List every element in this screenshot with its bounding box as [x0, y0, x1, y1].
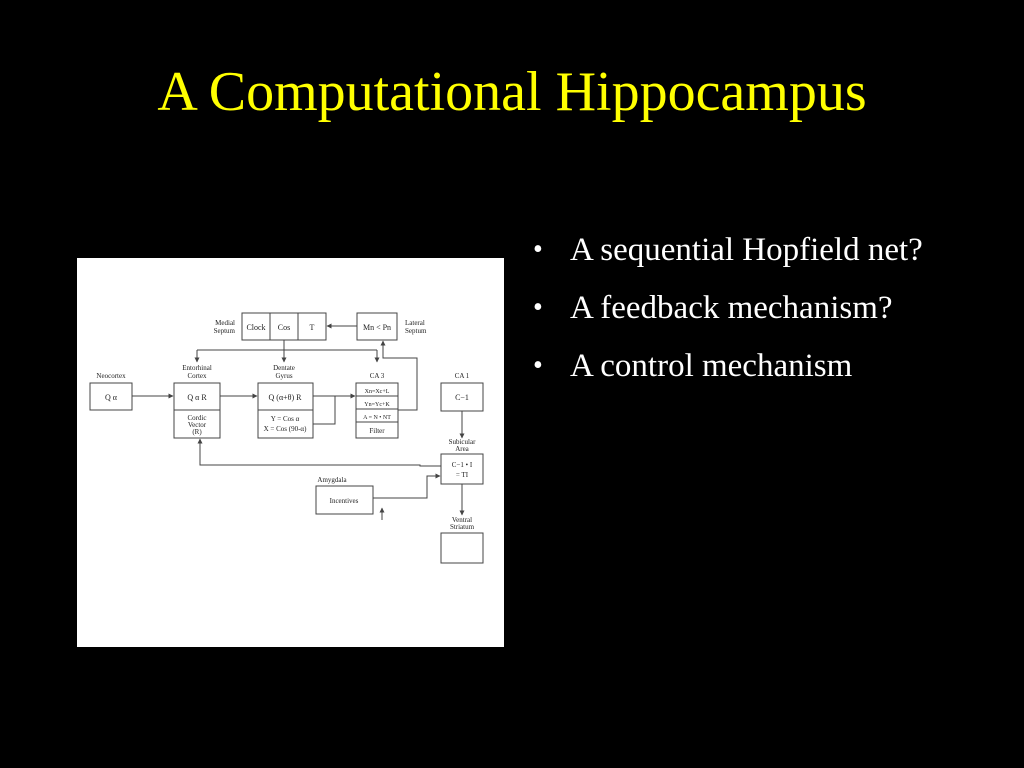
arrow-incentives-to-subicular — [373, 476, 440, 498]
cordic-line-2: Vector — [187, 421, 207, 429]
ca3-y-eq: Yn=Yc+K — [364, 402, 390, 408]
ventral-label-1: Ventral — [451, 516, 473, 524]
subicular-label-2: Area — [455, 445, 469, 453]
hippocampus-diagram-svg — [77, 258, 504, 647]
dentate-x-eq: X = Cos (90-α) — [263, 425, 307, 433]
bullet-item — [533, 228, 1003, 272]
line-dentate-lower-to-ca3 — [313, 396, 335, 424]
entorhinal-label-2: Cortex — [187, 372, 207, 380]
ventral-label-2: Striatum — [449, 523, 475, 531]
medial-septum-label-2: Septum — [213, 327, 235, 335]
bullet-list — [533, 228, 1003, 402]
neocortex-box-label: Q α — [105, 393, 117, 402]
cordic-line-3: (R) — [192, 428, 202, 436]
subicular-box-line-1: C−1 • I — [451, 461, 473, 469]
cos-box-label: Cos — [277, 323, 291, 332]
lateral-septum-label-2: Septum — [405, 327, 427, 335]
ca3-x-eq: Xn=Xc+L — [364, 389, 390, 395]
t-box-label: T — [309, 323, 315, 332]
slide-title: A Computational Hippocampus — [157, 61, 867, 123]
medial-septum-label-1: Medial — [215, 319, 235, 327]
entorhinal-label-1: Entorhinal — [182, 364, 212, 372]
neocortex-label: Neocortex — [96, 372, 126, 380]
ca1-box-label: C−1 — [455, 393, 469, 402]
ventral-striatum-box — [441, 533, 483, 563]
bullet-item — [533, 344, 1003, 388]
amygdala-label: Amygdala — [317, 476, 347, 484]
ca3-filter: Filter — [369, 427, 385, 435]
subicular-box-line-2: = TI — [455, 471, 469, 479]
subicular-label-1: Subicular — [448, 438, 476, 446]
subicular-box — [441, 454, 483, 484]
ca3-label: CA 3 — [369, 372, 385, 380]
ca1-label: CA 1 — [454, 372, 470, 380]
bullet-text: A sequential Hopfield net? — [570, 232, 923, 268]
bullet-dot: • — [533, 292, 543, 323]
dentate-box-top: Q (α+θ) R — [268, 393, 302, 402]
cordic-line-1: Cordic — [187, 414, 207, 422]
clock-box-label: Clock — [246, 323, 266, 332]
dentate-label-2: Gyrus — [275, 372, 293, 380]
bullet-text: A control mechanism — [570, 348, 853, 384]
entorhinal-box-top: Q α R — [187, 393, 207, 402]
lateral-septum-label-1: Lateral — [405, 319, 425, 327]
arrow-subicular-to-entorhinal — [200, 439, 441, 466]
bullet-item — [533, 286, 1003, 330]
mn-pn-box-label: Mn < Pn — [362, 323, 392, 332]
bullet-text: A feedback mechanism? — [570, 290, 893, 326]
bullet-dot: • — [533, 350, 543, 381]
dentate-y-eq: Y = Cos α — [270, 415, 300, 423]
incentives-box-label: Incentives — [329, 497, 359, 505]
hippocampus-diagram — [77, 258, 504, 647]
bullet-dot: • — [533, 234, 543, 265]
dentate-label-1: Dentate — [273, 364, 295, 372]
ca3-a-eq: A = N • NT — [363, 415, 391, 421]
